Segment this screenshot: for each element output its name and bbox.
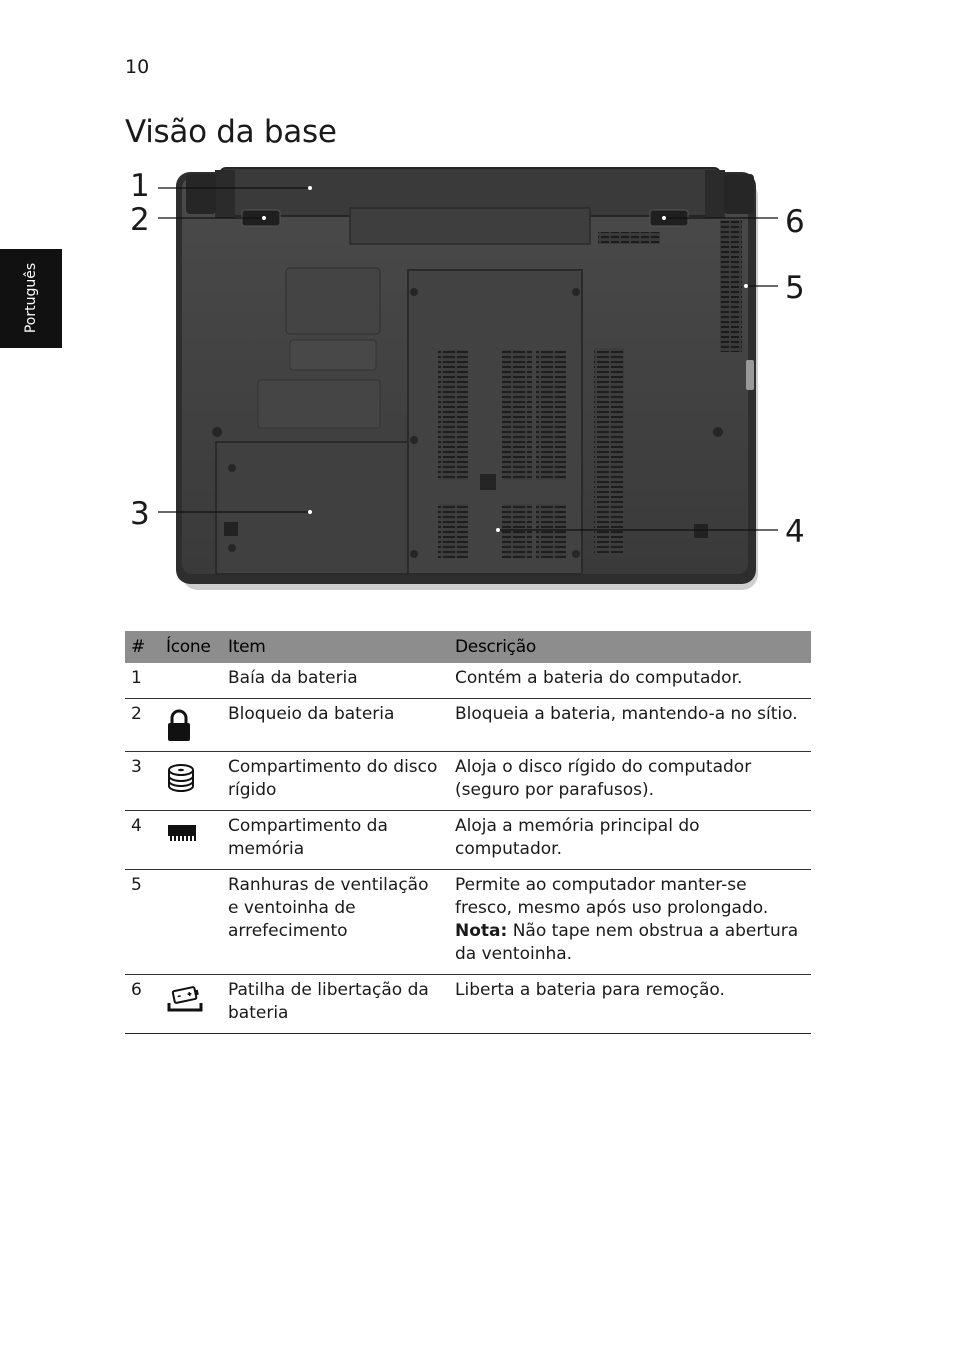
battery-release-icon <box>166 985 204 1015</box>
laptop-base-diagram <box>120 160 820 600</box>
row-icon <box>160 752 222 811</box>
row-note <box>455 920 805 966</box>
row-num: 5 <box>125 870 160 975</box>
hard-disk-icon <box>166 762 196 794</box>
page-number: 10 <box>125 56 150 78</box>
memory-module-icon <box>166 821 198 843</box>
lock-icon <box>166 709 192 743</box>
header-num: # <box>125 631 160 663</box>
row-item: Ranhuras de ventilação e ventoinha de arrefecimento <box>222 870 449 975</box>
row-num: 3 <box>125 752 160 811</box>
header-icon: Ícone <box>160 631 222 663</box>
parts-table <box>125 631 811 1034</box>
row-description-text: Permite ao computador manter-se fresco, mesmo após uso prolongado. <box>455 875 769 918</box>
hard-disk-compartment <box>216 442 408 574</box>
callout-5: 5 <box>785 270 805 306</box>
row-item: Compartimento da memória <box>222 811 449 870</box>
note-label: Nota: <box>455 921 508 941</box>
callout-1: 1 <box>130 168 150 204</box>
table-row <box>125 699 811 752</box>
table-row <box>125 870 811 975</box>
callout-6: 6 <box>785 204 805 240</box>
row-description: Bloqueia a bateria, mantendo-a no sítio. <box>449 699 811 752</box>
ventilation-slots <box>720 220 742 352</box>
callout-2: 2 <box>130 202 150 238</box>
row-icon <box>160 975 222 1034</box>
row-item: Bloqueio da bateria <box>222 699 449 752</box>
callout-4: 4 <box>785 514 805 550</box>
language-side-tab-label: Português <box>23 262 39 334</box>
row-description <box>449 870 811 975</box>
row-icon <box>160 663 222 699</box>
note-text: Não tape nem obstrua a abertura da ventoinha. <box>455 921 799 964</box>
row-description: Liberta a bateria para remoção. <box>449 975 811 1034</box>
row-num: 2 <box>125 699 160 752</box>
table-header-row <box>125 631 811 663</box>
row-item: Compartimento do disco rígido <box>222 752 449 811</box>
row-num: 6 <box>125 975 160 1034</box>
laptop-base-illustration <box>120 160 820 600</box>
table-row <box>125 975 811 1034</box>
header-description: Descrição <box>449 631 811 663</box>
table-row <box>125 663 811 699</box>
header-item: Item <box>222 631 449 663</box>
row-icon <box>160 811 222 870</box>
row-description: Contém a bateria do computador. <box>449 663 811 699</box>
row-icon <box>160 699 222 752</box>
row-num: 1 <box>125 663 160 699</box>
row-description: Aloja o disco rígido do computador (seguro por parafusos). <box>449 752 811 811</box>
table-row <box>125 811 811 870</box>
row-description: Aloja a memória principal do computador. <box>449 811 811 870</box>
language-side-tab <box>0 249 62 348</box>
row-icon <box>160 870 222 975</box>
callout-3: 3 <box>130 496 150 532</box>
row-item: Baía da bateria <box>222 663 449 699</box>
row-num: 4 <box>125 811 160 870</box>
page-title: Visão da base <box>125 114 337 150</box>
row-item: Patilha de libertação da bateria <box>222 975 449 1034</box>
table-row <box>125 752 811 811</box>
